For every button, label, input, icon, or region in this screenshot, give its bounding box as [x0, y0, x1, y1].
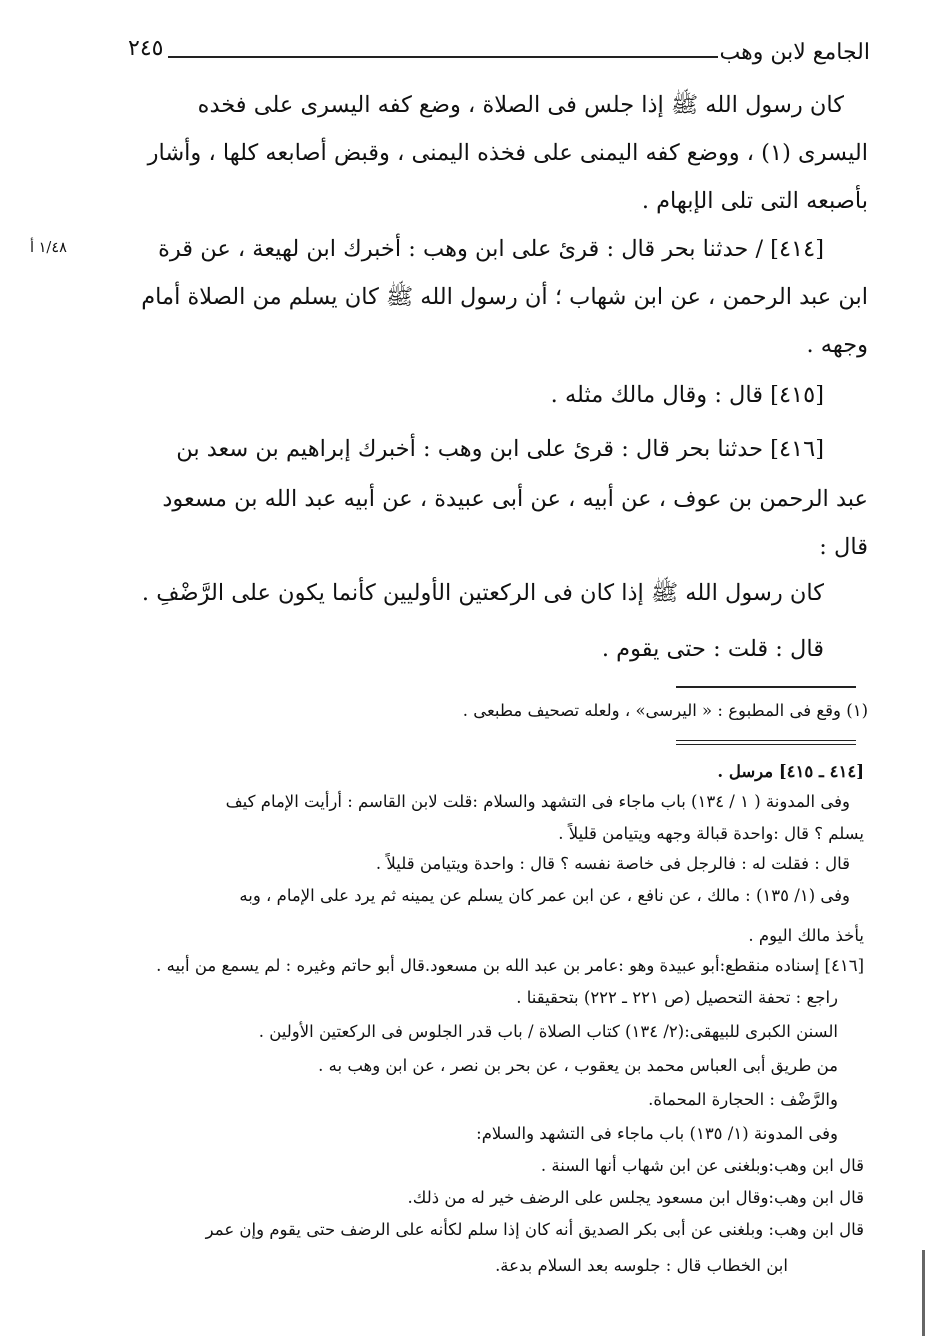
body-line: وجهه .: [806, 332, 868, 358]
body-line: اليسرى (١) ، ووضع كفه اليمنى على فخذه اليمنى ، وقبض أصابعه كلها ، وأشار: [147, 140, 868, 166]
note-line: السنن الكبرى للبيهقى:(٢/ ١٣٤) كتاب الصلاة / باب قدر الجلوس فى الركعتين الأولين .: [258, 1022, 838, 1041]
note-line: يأخذ مالك اليوم .: [748, 926, 864, 945]
scan-edge-mark: [922, 1250, 925, 1336]
body-line: بأصبعه التى تلى الإبهام .: [641, 188, 868, 214]
body-line: [٤١٦] حدثنا بحر قال : قرئ على ابن وهب : أخبرك إبراهيم بن سعد بن: [176, 436, 824, 462]
body-line: [٤١٤] / حدثنا بحر قال : قرئ على ابن وهب : أخبرك ابن لهيعة ، عن قرة: [158, 236, 824, 262]
note-line: قال : فقلت له : فالرجل فى خاصة نفسه ؟ قال : واحدة ويتيامن قليلاً .: [375, 854, 850, 873]
header-rule: [168, 56, 718, 58]
body-line: ابن عبد الرحمن ، عن ابن شهاب ؛ أن رسول الله ﷺ كان يسلم من الصلاة أمام: [141, 284, 868, 310]
note-line: من طريق أبى العباس محمد بن يعقوب ، عن بحر بن نصر ، عن ابن وهب به .: [318, 1056, 838, 1075]
notes-rule-2: [676, 744, 856, 745]
body-line: عبد الرحمن بن عوف ، عن أبيه ، عن أبى عبيدة ، عن أبيه عبد الله بن مسعود: [162, 486, 868, 512]
note-line: قال ابن وهب:وقال ابن مسعود يجلس على الرضف خير له من ذلك.: [407, 1188, 864, 1207]
body-line: [٤١٥] قال : وقال مالك مثله .: [550, 382, 824, 408]
note-line: وفى (١/ ١٣٥) : مالك ، عن نافع ، عن ابن عمر كان يسلم عن يمينه ثم يرد على الإمام ، وبه: [239, 886, 850, 905]
body-line: قال :: [819, 534, 868, 560]
book-title: الجامع لابن وهب: [719, 40, 870, 65]
note-line: [٤١٦] إسناده منقطع:أبو عبيدة وهو :عامر بن عبد الله بن مسعود.قال أبو حاتم وغيره : لم يسمع من أبيه .: [156, 956, 864, 975]
notes-rule: [676, 740, 856, 741]
note-line: ابن الخطاب قال : جلوسه بعد السلام بدعة.: [495, 1256, 788, 1275]
note-line: [٤١٤ ـ ٤١٥] مرسل .: [717, 762, 864, 781]
note-line: قال ابن وهب: وبلغنى عن أبى بكر الصديق أنه كان إذا سلم لكأنه على الرضف حتى يقوم وإن عمر: [205, 1220, 864, 1239]
page-number: ٢٤٥: [128, 36, 164, 61]
note-line: وفى المدونة (١/ ١٣٥) باب ماجاء فى التشهد والسلام:: [476, 1124, 838, 1143]
note-line: يسلم ؟ قال :واحدة قبالة وجهه ويتيامن قليلاً .: [558, 824, 864, 843]
footnote: (١) وقع فى المطبوع : « اليرسى» ، ولعله تصحيف مطبعى .: [462, 701, 868, 720]
footnote-rule: [676, 686, 856, 688]
note-line: وفى المدونة ( ١ / ١٣٤) باب ماجاء فى التشهد والسلام :قلت لابن القاسم : أرأيت الإمام كيف: [225, 792, 850, 811]
body-line: كان رسول الله ﷺ إذا كان فى الركعتين الأوليين كأنما يكون على الرَّضْفِ .: [141, 580, 824, 606]
note-line: قال ابن وهب:وبلغنى عن ابن شهاب أنها السنة .: [540, 1156, 864, 1175]
margin-folio-note: ١/٤٨ أ: [30, 240, 67, 256]
note-line: والرَّضْف : الحجارة المحماة.: [648, 1090, 838, 1109]
body-line: قال : قلت : حتى يقوم .: [601, 636, 824, 662]
note-line: راجع : تحفة التحصيل (ص ٢٢١ ـ ٢٢٢) بتحقيقنا .: [516, 988, 838, 1007]
body-line: كان رسول الله ﷺ إذا جلس فى الصلاة ، وضع كفه اليسرى على فخده: [197, 92, 844, 118]
